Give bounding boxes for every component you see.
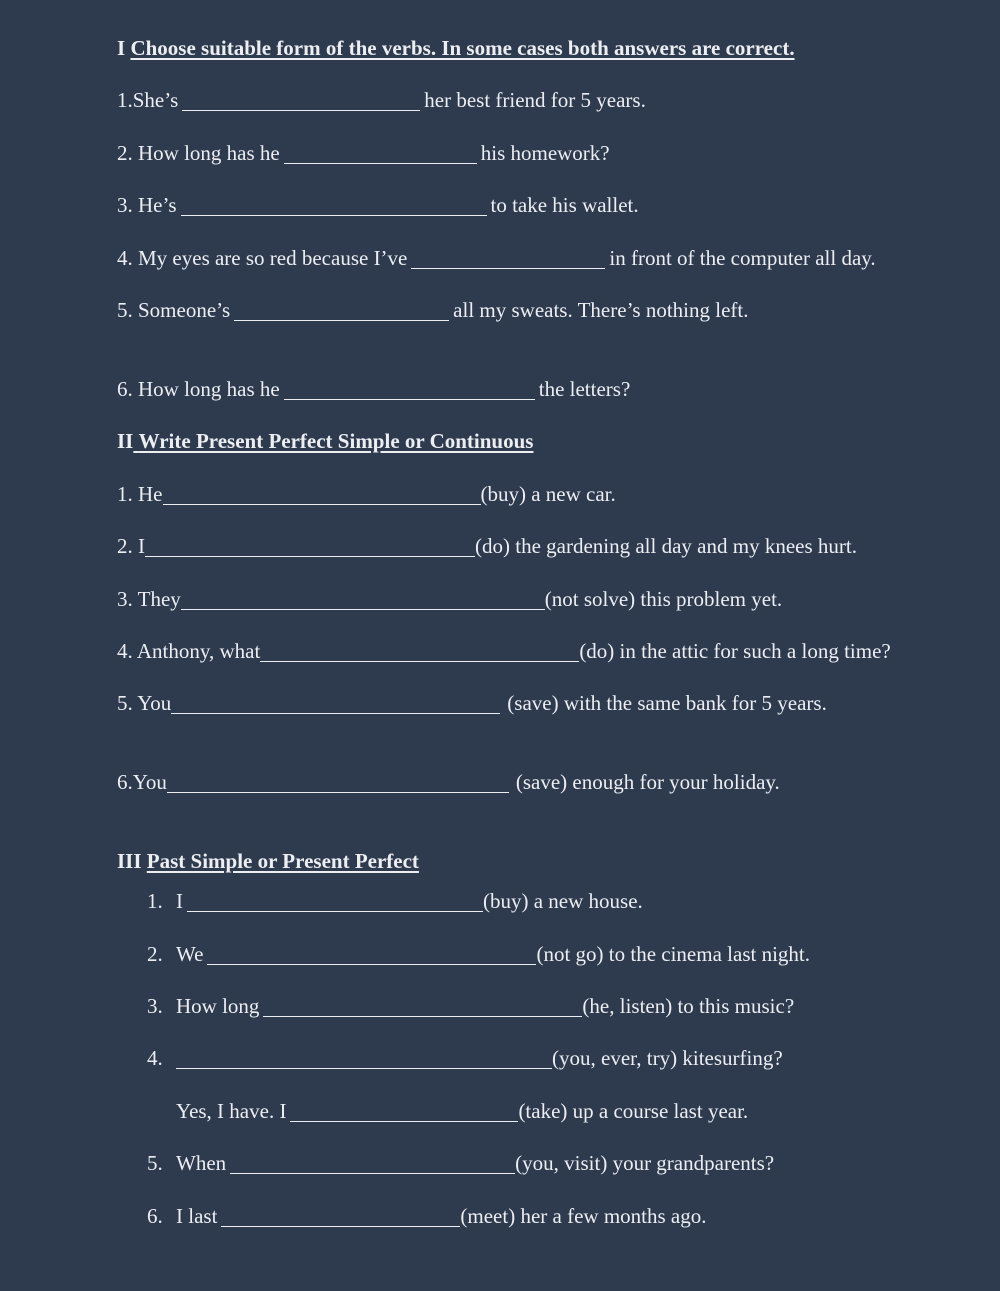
section-1-numeral: I [117,36,126,60]
section-3-title: Past Simple or Present Perfect [146,849,419,873]
section-2-title: Write Present Perfect Simple or Continuous [138,429,534,453]
item-number: 1. [147,889,163,913]
item-number: 4. [147,1046,163,1070]
section-1-heading [117,34,795,62]
prompt-before: 1.She’s [117,88,179,112]
s2-item-5 [117,689,827,717]
prompt-before: I last [176,1204,218,1228]
s1-item-5 [117,296,748,324]
prompt-after: to take his wallet. [490,193,639,217]
item-number: 2. [147,942,163,966]
answer-blank[interactable] [411,248,605,269]
item-number: 5. [147,1151,163,1175]
answer-blank[interactable] [167,772,509,793]
s2-item-1 [117,480,616,508]
prompt-after: in front of the computer all day. [609,246,876,270]
answer-blank[interactable] [284,379,535,400]
prompt-before: 6.You [117,770,167,794]
prompt-after: (you, ever, try) kitesurfing? [552,1046,783,1070]
prompt-before: 5. You [117,691,172,715]
answer-blank[interactable] [263,996,582,1017]
prompt-before: 3. They [117,587,181,611]
s1-item-3 [117,191,639,219]
prompt-before: 4. Anthony, what [117,639,261,663]
answer-blank[interactable] [230,1153,515,1174]
prompt-after: (save) with the same bank for 5 years. [507,691,827,715]
s2-item-2 [117,532,857,560]
prompt-before: When [176,1151,227,1175]
answer-blank[interactable] [176,1048,552,1069]
answer-blank[interactable] [145,536,475,557]
answer-blank[interactable] [234,300,449,321]
prompt-after: (do) in the attic for such a long time? [579,639,891,663]
s3-item-1 [147,887,643,915]
s3-item-2 [147,940,810,968]
answer-blank[interactable] [187,891,483,912]
prompt-before: How long [176,994,260,1018]
prompt-before: 3. He’s [117,193,177,217]
section-3-heading [117,847,419,875]
prompt-after: (not solve) this problem yet. [544,587,783,611]
answer-blank[interactable] [171,693,500,714]
prompt-before: Yes, I have. I [176,1099,287,1123]
s2-item-6 [117,768,780,796]
prompt-before: 5. Someone’s [117,298,231,322]
prompt-after: (take) up a course last year. [518,1099,749,1123]
answer-blank[interactable] [181,589,545,610]
section-2-numeral: II [117,429,134,453]
prompt-after: all my sweats. There’s nothing left. [453,298,749,322]
s1-item-1 [117,86,646,114]
answer-blank[interactable] [182,90,420,111]
prompt-after: (you, visit) your grandparents? [515,1151,775,1175]
s3-item-3 [147,992,794,1020]
answer-blank[interactable] [221,1206,460,1227]
answer-blank[interactable] [163,484,481,505]
s3-item-4-followup [176,1097,748,1125]
prompt-after: (he, listen) to this music? [582,994,795,1018]
answer-blank[interactable] [290,1101,518,1122]
s3-item-4 [147,1044,783,1072]
prompt-before: We [176,942,204,966]
s3-item-6 [147,1202,706,1230]
prompt-after: her best friend for 5 years. [424,88,646,112]
s1-item-2 [117,139,610,167]
prompt-after: (buy) a new house. [483,889,643,913]
prompt-before: 4. My eyes are so red because I’ve [117,246,408,270]
s1-item-4 [117,244,876,272]
prompt-after: the letters? [538,377,631,401]
prompt-after: (do) the gardening all day and my knees hurt. [475,534,857,558]
item-number: 6. [147,1204,163,1228]
prompt-after: (not go) to the cinema last night. [536,942,810,966]
answer-blank[interactable] [207,944,536,965]
answer-blank[interactable] [284,143,477,164]
prompt-before: 2. How long has he [117,141,280,165]
section-1-title: Choose suitable form of the verbs. In some cases both answers are correct. [130,36,795,60]
s1-item-6 [117,375,630,403]
prompt-after: (meet) her a few months ago. [460,1204,707,1228]
prompt-before: 2. I [117,534,145,558]
section-2-heading [117,427,533,455]
prompt-after: his homework? [480,141,610,165]
s3-item-5 [147,1149,774,1177]
section-3-numeral: III [117,849,142,873]
prompt-before: 6. How long has he [117,377,280,401]
s2-item-3 [117,585,782,613]
s2-item-4 [117,637,891,665]
prompt-before: 1. He [117,482,163,506]
answer-blank[interactable] [260,641,579,662]
prompt-before: I [176,889,183,913]
prompt-after: (buy) a new car. [480,482,616,506]
prompt-after: (save) enough for your holiday. [515,770,780,794]
item-number: 3. [147,994,163,1018]
answer-blank[interactable] [181,195,487,216]
